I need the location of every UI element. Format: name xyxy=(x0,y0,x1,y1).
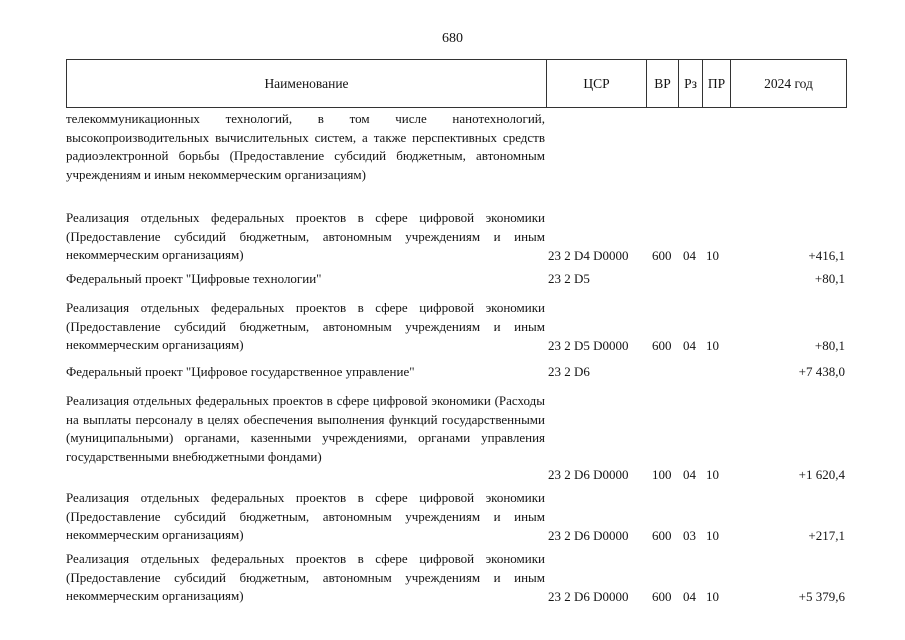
row-csr: 23 2 D5 D0000 xyxy=(548,337,629,353)
row-pr: 10 xyxy=(706,337,719,353)
row-rz: 04 xyxy=(683,588,696,604)
row-pr: 10 xyxy=(706,247,719,263)
column-header-csr: ЦСР xyxy=(547,60,647,107)
row-amount: +80,1 xyxy=(814,271,845,286)
row-vr: 600 xyxy=(652,337,672,353)
row-csr: 23 2 D6 xyxy=(548,364,590,379)
column-header-pr: ПР xyxy=(703,60,731,107)
row-vr: 600 xyxy=(652,527,672,543)
row-amount: +416,1 xyxy=(808,247,845,263)
row-name: Реализация отдельных федеральных проектов в сфере цифровой экономики (Предоставление субсидий бюджетным, автономным учреждениям и иным некоммерческим организациям) xyxy=(66,490,545,542)
row-pr: 10 xyxy=(706,466,719,482)
table-row xyxy=(66,209,847,265)
row-amount: +1 620,4 xyxy=(798,466,845,482)
table-row xyxy=(66,489,847,545)
row-csr: 23 2 D5 xyxy=(548,271,590,286)
row-pr: 10 xyxy=(706,588,719,604)
row-name: Федеральный проект "Цифровое государственное управление" xyxy=(66,364,415,379)
row-name: Реализация отдельных федеральных проектов в сфере цифровой экономики (Расходы на выплаты персоналу в целях обеспечения выполнения функций государственными (муниципальными) органами, казенными учреждениями, органами управления государственными внебюджетными фондами) xyxy=(66,393,545,464)
table-row xyxy=(66,270,847,289)
table-row xyxy=(66,392,847,484)
row-rz: 04 xyxy=(683,466,696,482)
row-name: Реализация отдельных федеральных проектов в сфере цифровой экономики (Предоставление субсидий бюджетным, автономным учреждениям и иным некоммерческим организациям) xyxy=(66,300,545,352)
page-number: 680 xyxy=(442,31,463,46)
table-row xyxy=(66,110,847,202)
row-name: телекоммуникационных технологий, в том числе нанотехнологий, высокопроизводительных вычислительных систем, а также перспективных средств радиоэлектронной борьбы (Предоставление субсидий бюджетным, автономным учреждениям и иным некоммерческим организациям) xyxy=(66,111,545,182)
table-row xyxy=(66,550,847,606)
table-row xyxy=(66,363,847,382)
row-csr: 23 2 D6 D0000 xyxy=(548,588,629,604)
row-pr: 10 xyxy=(706,527,719,543)
row-rz: 04 xyxy=(683,337,696,353)
row-name: Федеральный проект "Цифровые технологии" xyxy=(66,271,322,286)
column-header-name: Наименование xyxy=(67,60,547,107)
row-amount: +80,1 xyxy=(814,337,845,353)
row-vr: 600 xyxy=(652,247,672,263)
table-header xyxy=(66,59,847,108)
row-amount: +7 438,0 xyxy=(798,364,845,379)
row-vr: 600 xyxy=(652,588,672,604)
row-amount: +217,1 xyxy=(808,527,845,543)
row-rz: 03 xyxy=(683,527,696,543)
row-csr: 23 2 D6 D0000 xyxy=(548,466,629,482)
row-vr: 100 xyxy=(652,466,672,482)
column-header-year: 2024 год xyxy=(764,76,813,91)
row-amount: +5 379,6 xyxy=(798,588,845,604)
table-row xyxy=(66,299,847,355)
row-csr: 23 2 D4 D0000 xyxy=(548,247,629,263)
row-csr: 23 2 D6 D0000 xyxy=(548,527,629,543)
column-header-vr: ВР xyxy=(647,60,679,107)
row-name: Реализация отдельных федеральных проектов в сфере цифровой экономики (Предоставление субсидий бюджетным, автономным учреждениям и иным некоммерческим организациям) xyxy=(66,210,545,262)
column-header-rz: Рз xyxy=(679,60,703,107)
row-name: Реализация отдельных федеральных проектов в сфере цифровой экономики (Предоставление субсидий бюджетным, автономным учреждениям и иным некоммерческим организациям) xyxy=(66,551,545,603)
row-rz: 04 xyxy=(683,247,696,263)
